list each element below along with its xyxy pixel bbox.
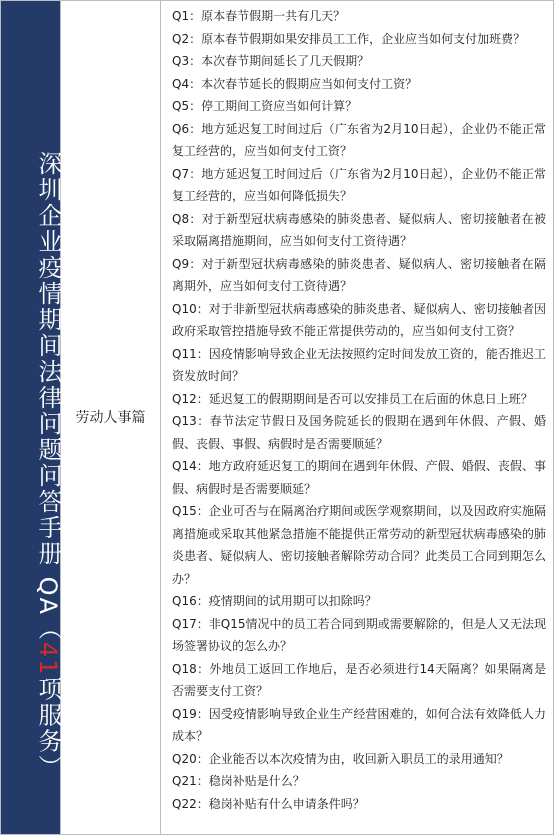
- handbook-title: [1, 151, 60, 780]
- title-suffix: 项服务）: [34, 676, 62, 781]
- question-list: [162, 5, 548, 815]
- question-item: Q2：原本春节假期如果安排员工工作，企业应当如何支付加班费？: [172, 31, 526, 46]
- question-item: Q21：稳岗补贴是什么？: [172, 774, 305, 788]
- question-item: Q10：对于非新型冠状病毒感染的肺炎患者、疑似病人、密切接触者因政府采取管控措施导致不能正常提供劳动的，应当如何支付工资？: [172, 301, 546, 338]
- question-item: Q16：疫情期间的试用期可以扣除吗？: [172, 594, 377, 608]
- question-item: Q5：停工期间工资应当如何计算？: [172, 99, 358, 113]
- question-item: Q15：企业可否与在隔离治疗期间或医学观察期间，以及因政府实施隔离措施或采取其他紧急措施不能提供正常劳动的新型冠状病毒感染的肺炎患者、疑似病人、密切接触者解除劳动合同？此类员工合同到期怎么办？: [172, 504, 546, 586]
- question-item: Q4：本次春节延长的假期应当如何支付工资？: [172, 76, 418, 91]
- service-count: 41: [34, 641, 62, 677]
- category-column: [61, 1, 161, 834]
- question-item: Q19：因受疫情影响导致企业生产经营困难的，如何合法有效降低人力成本？: [172, 706, 546, 743]
- question-item: Q17：非Q15情况中的员工若合同到期或需要解除的，但是人又无法现场签署协议的怎么办？: [172, 616, 546, 653]
- question-item: Q6：地方延迟复工时间过后（广东省为2月10日起），企业仍不能正常复工经营的，应当如何支付工资？: [172, 121, 546, 158]
- title-prefix: 深圳企业疫情期间法律问题问答手册 QA（: [34, 151, 62, 642]
- question-item: Q7：地方延迟复工时间过后（广东省为2月10日起），企业仍不能正常复工经营的，应当如何降低损失？: [172, 166, 546, 203]
- question-item: Q1：原本春节假期一共有几天？: [172, 9, 346, 23]
- question-item: Q11：因疫情影响导致企业无法按照约定时间发放工资的，能否推迟工资发放时间？: [172, 346, 546, 383]
- question-item: Q9：对于新型冠状病毒感染的肺炎患者、疑似病人、密切接触者在隔离期外，应当如何支付工资待遇？: [172, 256, 546, 293]
- question-item: Q18：外地员工返回工作地后，是否必须进行14天隔离？如果隔离是否需要支付工资？: [172, 661, 546, 698]
- question-item: Q20：企业能否以本次疫情为由，收回新入职员工的录用通知？: [172, 751, 509, 766]
- question-item: Q12：延迟复工的假期期间是否可以安排员工在后面的休息日上班？: [172, 391, 533, 406]
- question-item: Q8：对于新型冠状病毒感染的肺炎患者、疑似病人、密切接触者在被采取隔离措施期间，应当如何支付工资待遇？: [172, 211, 546, 248]
- question-item: Q22：稳岗补贴有什么申请条件吗？: [172, 796, 365, 811]
- category-label: 劳动人事篇: [75, 410, 146, 426]
- title-column: [1, 1, 61, 834]
- question-item: Q13：春节法定节假日及国务院延长的假期在遇到年休假、产假、婚假、丧假、事假、病假时是否需要顺延？: [172, 414, 546, 451]
- question-item: Q3：本次春节期间延长了几天假期？: [172, 54, 370, 68]
- question-item: Q14：地方政府延迟复工的期间在遇到年休假、产假、婚假、丧假、事假、病假时是否需要顺延？: [172, 459, 546, 496]
